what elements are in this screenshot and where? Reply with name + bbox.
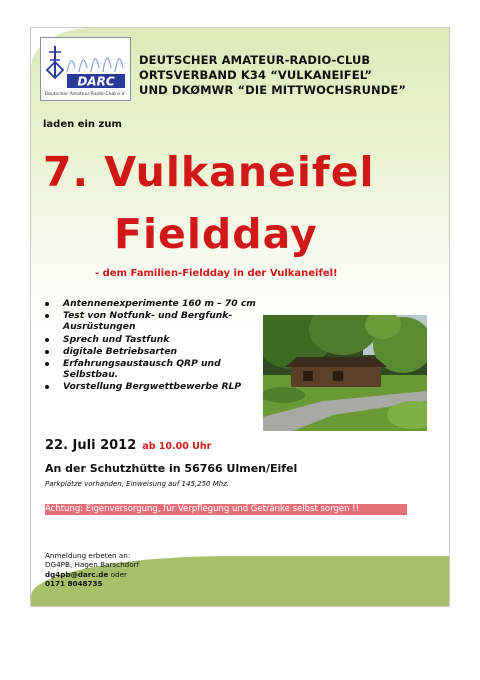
contact-line-1: Anmeldung erbeten an: <box>45 551 131 560</box>
bullet-icon <box>45 302 49 306</box>
bullet-icon <box>45 350 49 354</box>
contact-line-2: DG4PB, Hagen Barschdorf <box>45 560 140 570</box>
list-item: Antennenexperimente 160 m – 70 cm <box>39 298 267 309</box>
contact-phone: 0171 8048735 <box>45 579 103 589</box>
event-title-line-1: 7. Vulkaneifel <box>43 148 375 196</box>
flyer-page <box>30 27 450 607</box>
list-item: Vorstellung Bergwettbewerbe RLP <box>39 381 267 392</box>
event-location: An der Schutzhütte in 56766 Ulmen/Eifel <box>45 462 298 475</box>
bullet-icon <box>45 338 49 342</box>
event-date <box>45 438 211 453</box>
organizer-line-1: DEUTSCHER AMATEUR-RADIO-CLUB <box>139 53 371 67</box>
list-item: Sprech und Tastfunk <box>39 334 267 345</box>
attention-banner: Achtung: Eigenversorgung, für Verpflegung und Getränke selbst sorgen !! <box>45 504 407 515</box>
event-subtitle: - dem Familien-Fieldday in der Vulkaneifel! <box>95 268 338 279</box>
program-list <box>39 298 267 394</box>
organizer-line-3: UND DKØMWR “DIE MITTWOCHSRUNDE” <box>139 83 407 97</box>
parking-note: Parkplätze vorhanden, Einweisung auf 145,250 Mhz. <box>45 480 230 488</box>
list-item: digitale Betriebsarten <box>39 346 267 357</box>
darc-logo <box>40 37 131 101</box>
darc-logo-text: DARC <box>77 74 115 89</box>
list-item: Test von Notfunk- und Bergfunk-Ausrüstungen <box>39 310 267 332</box>
invite-text: laden ein zum <box>43 119 122 130</box>
bullet-icon <box>45 385 49 389</box>
event-date-text: 22. Juli 2012 <box>45 438 137 453</box>
contact-block <box>45 551 139 589</box>
organizer-line-2: ORTSVERBAND K34 “VULKANEIFEL” <box>139 68 373 82</box>
event-title-line-2: Fieldday <box>114 210 318 258</box>
event-time: ab 10.00 Uhr <box>142 441 212 452</box>
list-item: Erfahrungsaustausch QRP und Selbstbau. <box>39 358 267 380</box>
bullet-icon <box>45 362 49 366</box>
bullet-icon <box>45 314 49 318</box>
contact-or: oder <box>110 569 127 579</box>
darc-logo-caption: Deutscher Amateur-Radio-Club e.V. <box>44 92 126 97</box>
contact-email-link[interactable]: dg4pb@darc.de <box>45 569 109 579</box>
contact-line-3 <box>45 570 139 579</box>
hut-photo <box>263 315 427 431</box>
organizer-heading <box>139 53 406 98</box>
